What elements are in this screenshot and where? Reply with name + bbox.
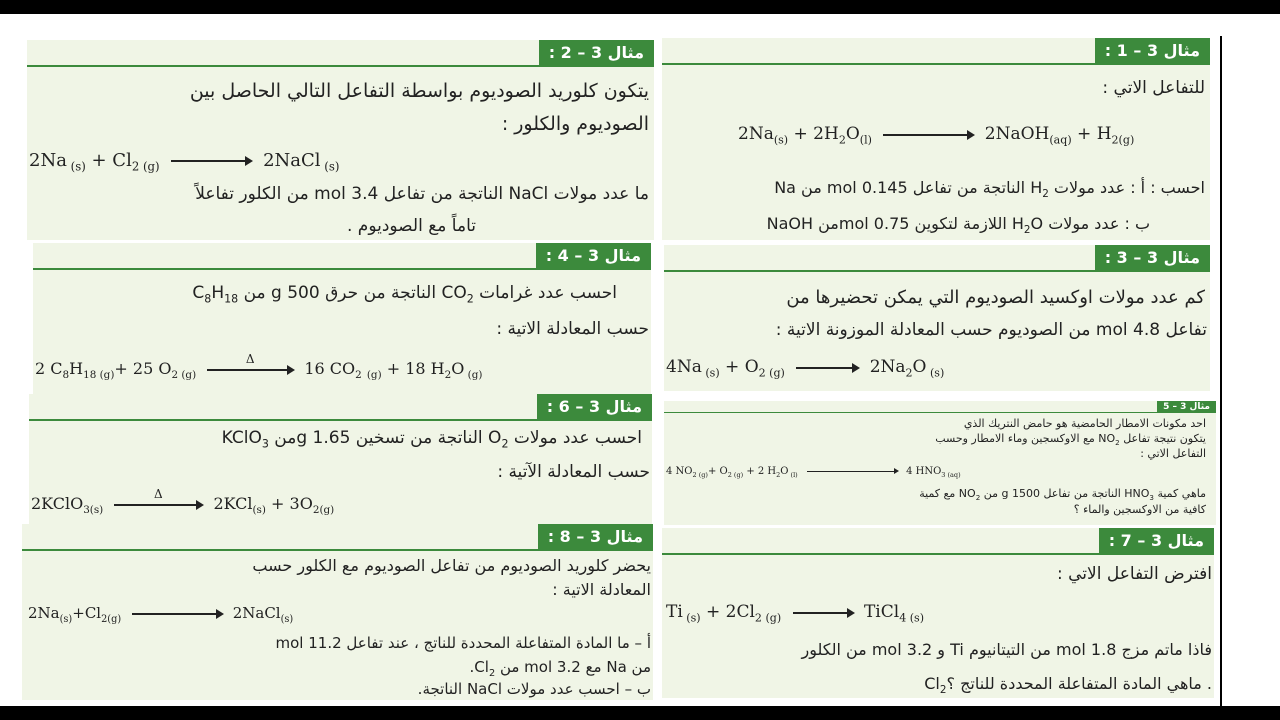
example-3-6-panel [29, 394, 652, 525]
eq-state: 2(g) [312, 504, 335, 517]
example-3-7-line1: افترض التفاعل الاتي : [1056, 564, 1212, 584]
eq-state: (g) [464, 369, 483, 382]
example-3-6-line1 [222, 428, 642, 450]
eq-term: 2Na [29, 150, 67, 171]
eq-term: 2NaCl [232, 604, 281, 622]
header-rule [664, 270, 1210, 272]
eq-term: + O [707, 466, 728, 477]
example-3-4-equation [35, 351, 483, 382]
example-3-8-line1: يحضر كلوريد الصوديوم من تفاعل الصوديوم مع الكلور حسب [252, 556, 651, 575]
text-part: الناتجة من تسخين 1.65 gمن KClO [221, 428, 489, 448]
eq-state: (s) [320, 159, 340, 174]
reaction-arrow [132, 613, 222, 615]
example-3-7-line3 [924, 674, 1212, 696]
eq-state: 2 (g) [131, 159, 160, 174]
eq-state: (s) [926, 366, 945, 380]
example-3-5-line4 [919, 487, 1206, 502]
eq-term: TiCl [863, 602, 900, 622]
example-3-4-line2: حسب المعادلة الاتية : [496, 319, 649, 339]
subscript: 2 [501, 437, 509, 451]
eq-state: 2 (g) [758, 366, 785, 380]
eq-state: 2 (g) [692, 471, 708, 479]
eq-state: (s) [701, 366, 720, 380]
text-part: احسب : أ : عدد مولات H [1030, 178, 1205, 197]
eq-state: (s) [773, 133, 789, 147]
eq-term: + H [1071, 124, 1112, 144]
text-part: احسب عدد مولات O [488, 428, 642, 448]
example-3-4-panel [33, 243, 651, 398]
example-3-3-header: مثال 3 – 3 : [1095, 245, 1210, 271]
eq-sub: 2 [838, 133, 846, 147]
example-3-5-line3: التفاعل الاتي : [1140, 447, 1206, 460]
eq-state: (s) [280, 614, 294, 625]
eq-term: 4 HNO [906, 466, 942, 477]
eq-term: + 3O [265, 494, 313, 513]
example-3-6-equation [31, 486, 335, 517]
eq-term: 2NaOH [984, 124, 1050, 144]
eq-state: 4 (s) [899, 611, 925, 625]
example-3-1-equation [738, 124, 1134, 146]
example-3-5-equation [666, 466, 961, 479]
example-3-7-header: مثال 3 – 7 : [1099, 528, 1214, 554]
example-3-3-line1: كم عدد مولات اوكسيد الصوديوم التي يمكن تحضيرها من [786, 287, 1205, 308]
example-3-8-equation [28, 604, 293, 625]
example-3-3-line2: تفاعل 4.8 mol من الصوديوم حسب المعادلة الموزونة الاتية : [775, 320, 1207, 340]
eq-term: + 2 H [743, 466, 777, 477]
text-part: ماهي كمية HNO [1124, 487, 1206, 500]
slide-page [0, 14, 1280, 706]
subscript: 3 [1149, 493, 1154, 503]
eq-state: (s) [252, 504, 266, 517]
eq-term: O [780, 466, 789, 477]
eq-state: (s) [682, 611, 701, 625]
eq-term: 16 CO [304, 359, 356, 378]
example-3-5-header: مثال 3 – 5 [1157, 401, 1216, 413]
subscript: 3 [261, 437, 269, 451]
header-rule [662, 63, 1210, 65]
example-3-2-line1: يتكون كلوريد الصوديوم بواسطة التفاعل التالي الحاصل بين [189, 80, 649, 102]
eq-state: (s) [59, 614, 73, 625]
eq-term: 4 NO [666, 466, 693, 477]
subscript: 2 [1042, 188, 1049, 201]
eq-state: 3 (aq) [941, 471, 961, 479]
eq-term: 2KCl [213, 494, 253, 513]
example-3-2-line3: ما عدد مولات NaCl الناتجة من تفاعل 3.4 mol من الكلور تفاعلاً [195, 184, 649, 204]
subscript: 2 [939, 684, 947, 697]
eq-sub: 2 [905, 366, 913, 380]
eq-term: Ti [666, 602, 683, 622]
example-3-3-equation [666, 357, 944, 379]
text-part: الناتجة من تفاعل 0.145 mol من Na [774, 178, 1031, 197]
eq-term: + O [719, 357, 759, 377]
eq-state: 2 (g) [171, 369, 197, 382]
example-3-6-header: مثال 3 – 6 : [537, 394, 652, 420]
eq-sub: 2 [776, 471, 781, 479]
subscript: 2 [1115, 438, 1120, 448]
example-3-1-question-a [774, 178, 1205, 200]
eq-term: + 25 O [114, 359, 172, 378]
example-3-1-intro: للتفاعل الاتي : [1102, 78, 1205, 98]
text-part: ب : عدد مولات H [1011, 214, 1150, 233]
header-rule [662, 553, 1214, 555]
reaction-arrow [807, 471, 897, 472]
example-3-6-line2: حسب المعادلة الآتية : [497, 462, 650, 482]
example-3-3-panel [664, 245, 1210, 391]
eq-sub: 2 [444, 369, 452, 382]
eq-sub: 8 [62, 369, 70, 382]
example-3-2-panel [27, 40, 654, 240]
eq-state: 2(g) [1111, 133, 1135, 147]
example-3-5-line1: احد مكونات الامطار الحامضية هو حامض النتريك الذي [963, 417, 1206, 430]
text-part: يتكون نتيجة تفاعل NO [1098, 432, 1206, 445]
eq-state: (g) [366, 369, 382, 382]
subscript: 2 [1023, 224, 1031, 237]
example-3-8-line4 [470, 658, 651, 679]
reaction-arrow [171, 160, 251, 162]
eq-state: 3(s) [83, 504, 104, 517]
header-rule [29, 419, 652, 421]
eq-state: (aq) [1049, 133, 1072, 147]
example-3-2-line4: تاماً مع الصوديوم . [346, 216, 476, 236]
example-3-8-line3: أ – ما المادة المتفاعلة المحددة للناتج ، عند تفاعل 11.2 mol [275, 634, 651, 652]
eq-sub: 2 [355, 369, 362, 382]
example-3-5-line2 [935, 432, 1206, 447]
eq-term: + 18 H [386, 359, 445, 378]
eq-term: O [912, 357, 927, 377]
text-part: . [469, 658, 475, 676]
text-part: O اللازمة لتكوين 0.75 molمن NaOH [766, 214, 1044, 233]
example-3-4-header: مثال 3 – 4 : [536, 243, 651, 269]
eq-term: + 2H [788, 124, 839, 144]
reaction-arrow-heat [207, 351, 293, 371]
eq-state: 2(g) [101, 614, 122, 625]
text-part: مع الاوكسجين وماء الامطار وحسب [935, 432, 1099, 445]
text-part: . ماهي المادة المتفاعلة المحددة للناتج ؟ [946, 674, 1212, 693]
eq-state: (l) [788, 471, 798, 479]
example-3-8-header: مثال 3 – 8 : [538, 524, 653, 550]
text-part: احسب عدد غرامات CO [441, 283, 617, 303]
example-3-1-panel [662, 38, 1210, 240]
example-3-2-equation [29, 150, 339, 174]
example-3-5-panel [664, 401, 1216, 525]
reaction-arrow [793, 612, 853, 614]
frame-right-border [1220, 36, 1222, 706]
text-part: Cl [924, 674, 940, 693]
subscript: 2 [466, 292, 474, 306]
text-part: H [211, 283, 225, 303]
eq-term: + Cl [85, 150, 132, 171]
example-3-7-line2: فاذا ماتم مزج 1.8 mol من التيتانيوم Ti و 3.2 mol من الكلور [801, 640, 1212, 659]
eq-state: 2 (g) [727, 471, 744, 479]
eq-term: 2NaCl [263, 150, 321, 171]
eq-term: +Cl [72, 604, 102, 622]
eq-state: (s) [66, 159, 86, 174]
example-3-8-line2: المعادلة الاتية : [552, 580, 651, 599]
header-rule [22, 549, 653, 551]
example-3-1-header: مثال 3 – 1 : [1095, 38, 1210, 64]
eq-state: (l) [859, 133, 872, 147]
header-rule [27, 65, 654, 67]
eq-term: 2KClO [31, 494, 84, 513]
eq-state: 2 (g) [754, 611, 782, 625]
subscript: 18 [224, 292, 239, 306]
eq-term: 2Na [869, 357, 906, 377]
eq-term: 2Na [738, 124, 774, 144]
example-3-8-panel [22, 524, 653, 700]
eq-term: O [451, 359, 465, 378]
example-3-8-line5: ب – احسب عدد مولات NaCl الناتجة. [417, 680, 651, 698]
text-part: الناتجة من حرق 500 g من C [192, 283, 442, 303]
text-part: من Na مع 3.2 mol من Cl [474, 658, 651, 676]
reaction-arrow-heat [114, 486, 202, 506]
eq-term: 4Na [666, 357, 702, 377]
subscript: 8 [204, 292, 212, 306]
header-rule [664, 412, 1216, 413]
text-part: الناتجة من تفاعل g 1500 من NO [958, 487, 1125, 500]
header-rule [33, 268, 651, 270]
subscript: 2 [488, 668, 496, 679]
eq-state: 18 (g) [83, 369, 115, 382]
example-3-5-line5: كافية من الاوكسجين والماء ؟ [1073, 503, 1206, 516]
example-3-2-line2: الصوديوم والكلور : [501, 113, 649, 135]
eq-term: 2 C [35, 359, 63, 378]
eq-term: 2Na [28, 604, 60, 622]
example-3-2-header: مثال 3 – 2 : [539, 40, 654, 66]
reaction-arrow [883, 134, 973, 136]
delta-symbol: Δ [154, 486, 163, 501]
eq-term: + 2Cl [700, 602, 755, 622]
delta-symbol: Δ [245, 351, 255, 366]
subscript: 2 [975, 493, 981, 503]
example-3-1-question-b [767, 214, 1150, 236]
eq-term: O [845, 124, 860, 144]
text-part: مع كمية [919, 487, 959, 500]
example-3-7-panel [662, 528, 1214, 698]
eq-term: H [69, 359, 84, 378]
example-3-4-line1 [192, 283, 617, 305]
reaction-arrow [796, 367, 858, 369]
example-3-7-equation [666, 602, 924, 624]
